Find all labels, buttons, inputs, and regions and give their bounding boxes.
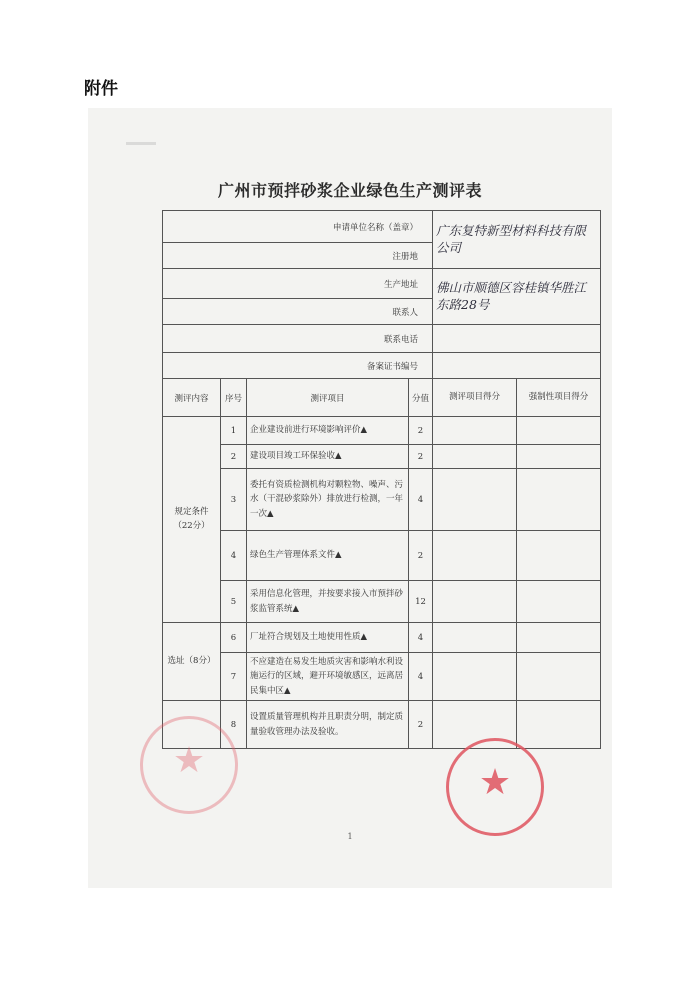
row-score: 2: [409, 445, 433, 469]
row-item: 设置质量管理机构并且职责分明，制定质量验收管理办法及验收。: [247, 701, 409, 749]
row-score: 4: [409, 653, 433, 701]
header-category: 测评内容: [163, 379, 221, 417]
evaluation-row: [163, 417, 601, 445]
row-item-score: [433, 445, 517, 469]
info-label: 联系人: [163, 299, 433, 325]
evaluation-row: [163, 531, 601, 581]
row-item: 企业建设前进行环境影响评价▲: [247, 417, 409, 445]
info-row: [163, 353, 601, 379]
row-mandatory-score: [517, 581, 601, 623]
row-number: 1: [221, 417, 247, 445]
row-mandatory-score: [517, 531, 601, 581]
row-number: 8: [221, 701, 247, 749]
row-score: 12: [409, 581, 433, 623]
info-value-handwritten: 广东复特新型材料科技有限公司: [433, 211, 601, 269]
row-item-score: [433, 653, 517, 701]
company-seal: [446, 738, 544, 836]
row-score: 4: [409, 469, 433, 531]
row-number: 6: [221, 623, 247, 653]
info-value-handwritten: 佛山市顺德区容桂镇华胜江东路28号: [433, 269, 601, 325]
evaluation-row: [163, 469, 601, 531]
info-row: [163, 269, 601, 299]
info-value: [433, 353, 601, 379]
info-row: [163, 211, 601, 243]
header-row: [163, 379, 601, 417]
info-label: 申请单位名称（盖章）: [163, 211, 433, 243]
row-number: 7: [221, 653, 247, 701]
row-item-score: [433, 417, 517, 445]
row-item: 建设项目竣工环保验收▲: [247, 445, 409, 469]
row-mandatory-score: [517, 417, 601, 445]
row-item: 绿色生产管理体系文件▲: [247, 531, 409, 581]
row-mandatory-score: [517, 701, 601, 749]
row-mandatory-score: [517, 469, 601, 531]
evaluation-row: [163, 445, 601, 469]
header-item: 测评项目: [247, 379, 409, 417]
info-label: 注册地: [163, 243, 433, 269]
info-label: 联系电话: [163, 325, 433, 353]
row-item-score: [433, 469, 517, 531]
page-number: 1: [347, 832, 353, 841]
row-item-score: [433, 531, 517, 581]
evaluation-row: [163, 581, 601, 623]
info-label: 生产地址: [163, 269, 433, 299]
document-title: 广州市预拌砂浆企业绿色生产测评表: [217, 181, 482, 200]
scan-smudge: [126, 142, 156, 145]
row-mandatory-score: [517, 445, 601, 469]
row-number: 3: [221, 469, 247, 531]
row-item: 委托有资质检测机构对颗粒物、噪声、污水（干混砂浆除外）排放进行检测，一年一次▲: [247, 469, 409, 531]
stamp-star-icon: ★: [172, 740, 206, 781]
row-score: 2: [409, 531, 433, 581]
header-score: 分值: [409, 379, 433, 417]
info-value: [433, 325, 601, 353]
row-number: 2: [221, 445, 247, 469]
info-row: [163, 325, 601, 353]
evaluation-row: [163, 653, 601, 701]
row-score: 2: [409, 417, 433, 445]
row-number: 5: [221, 581, 247, 623]
category-cell: 选址（8分）: [163, 623, 221, 701]
seal-star-icon: ★: [478, 762, 512, 803]
row-number: 4: [221, 531, 247, 581]
faded-stamp: [140, 716, 238, 814]
row-item-score: [433, 623, 517, 653]
evaluation-row: [163, 623, 601, 653]
header-mandatory-score: 强制性项目得分: [517, 379, 601, 417]
header-item-score: 测评项目得分: [433, 379, 517, 417]
attachment-label: 附件: [84, 79, 118, 99]
row-score: 4: [409, 623, 433, 653]
row-mandatory-score: [517, 653, 601, 701]
row-mandatory-score: [517, 623, 601, 653]
info-label: 备案证书编号: [163, 353, 433, 379]
row-item: 厂址符合规划及土地使用性质▲: [247, 623, 409, 653]
header-number: 序号: [221, 379, 247, 417]
evaluation-table: [162, 210, 601, 749]
row-item: 不应建造在易发生地质灾害和影响水利设施运行的区域，避开环境敏感区，远离居民集中区▲: [247, 653, 409, 701]
row-item: 采用信息化管理，并按要求接入市预拌砂浆监管系统▲: [247, 581, 409, 623]
scanned-form: [88, 108, 612, 888]
category-cell: 规定条件（22分）: [163, 417, 221, 623]
row-item-score: [433, 581, 517, 623]
row-score: 2: [409, 701, 433, 749]
